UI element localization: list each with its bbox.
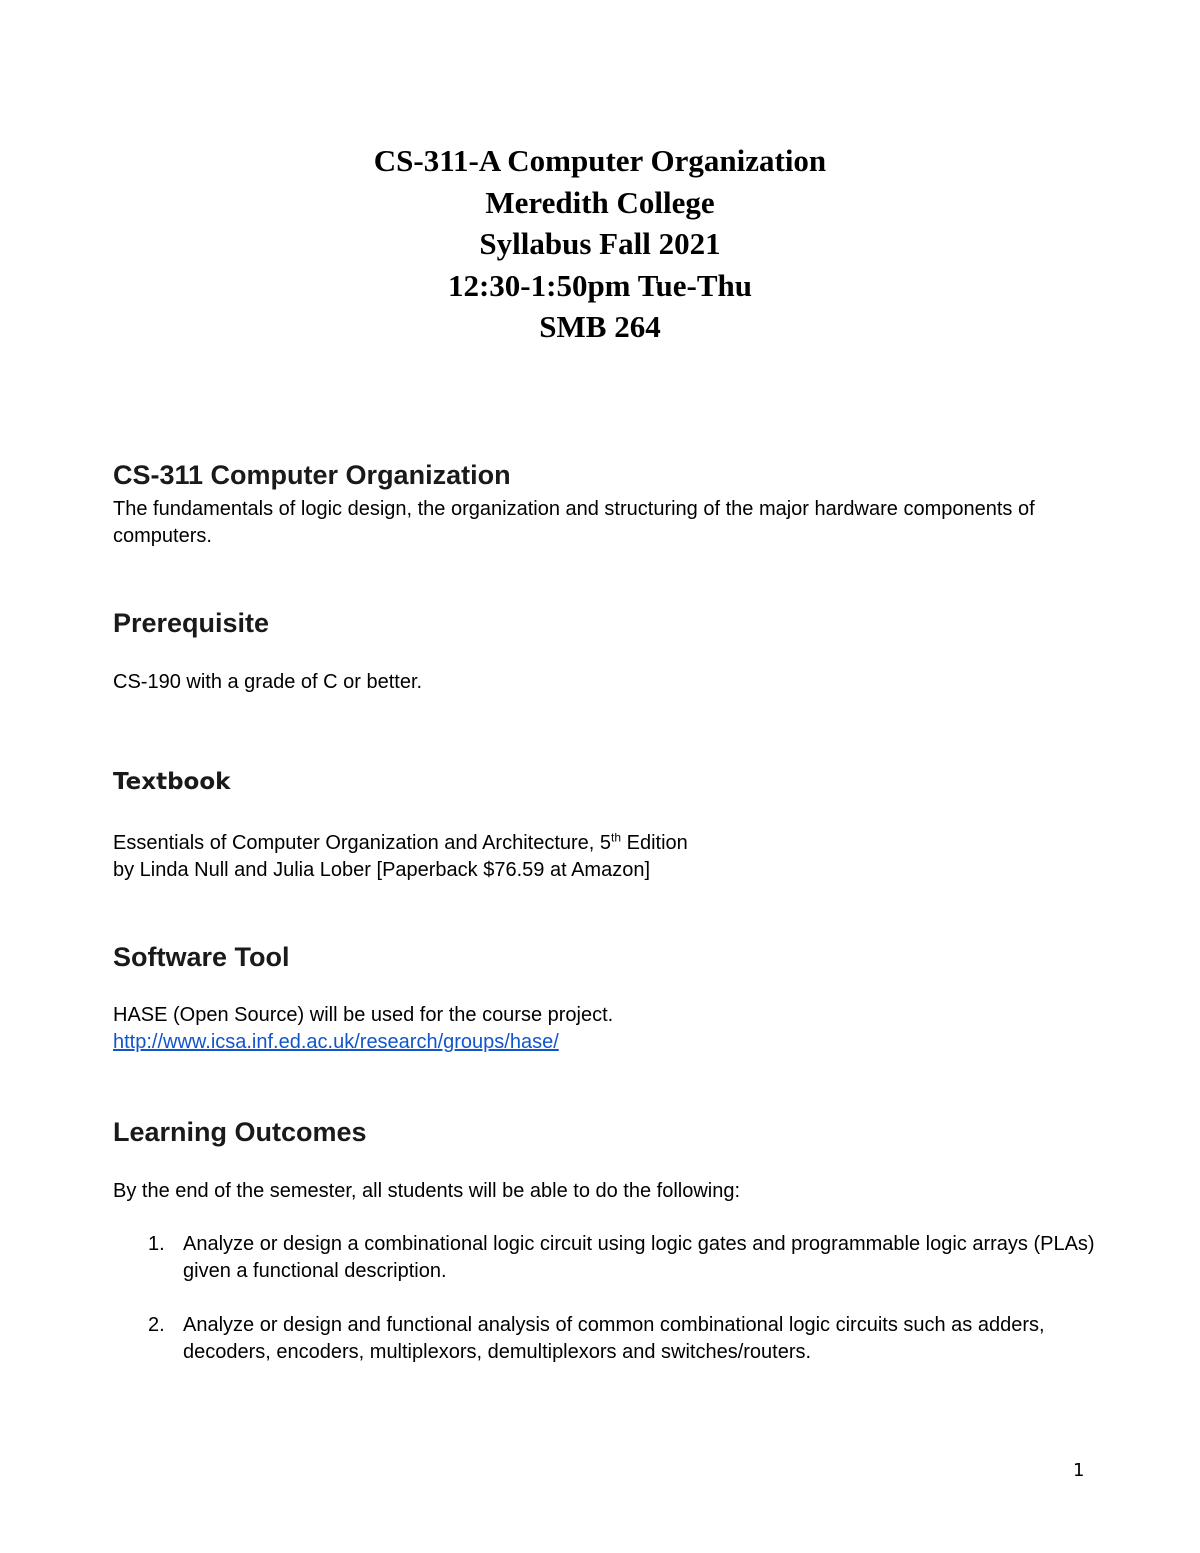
list-item [148, 1231, 1098, 1285]
course-heading: CS-311 Computer Organization [113, 460, 511, 490]
course-code-title: CS-311-A Computer Organization [373, 143, 827, 178]
page-number: 1 [1073, 1460, 1085, 1481]
edition-superscript: th [611, 830, 622, 845]
course-description: The fundamentals of logic design, the organization and structuring of the major hardware components of computers. [113, 498, 1035, 547]
prerequisite-heading: Prerequisite [113, 608, 270, 638]
outcomes-heading: Learning Outcomes [113, 1117, 367, 1147]
textbook-heading: Textbook [113, 769, 231, 795]
outcomes-intro: By the end of the semester, all students will be able to do the following: [113, 1180, 741, 1202]
prerequisite-text: CS-190 with a grade of C or better. [113, 671, 423, 693]
software-heading: Software Tool [113, 942, 290, 972]
syllabus-term: Syllabus Fall 2021 [479, 226, 721, 261]
software-description: HASE (Open Source) will be used for the course project. [113, 1004, 614, 1026]
hase-link-line [113, 1029, 1073, 1056]
edition-suffix: Edition [621, 832, 688, 854]
textbook-title-text: Essentials of Computer Organization and Architecture, 5 [113, 832, 612, 854]
college-name: Meredith College [485, 184, 715, 220]
list-item-text: Analyze or design and functional analysis of common combinational logic circuits such as adders, decoders, encoders, multiplexors, demultiplexors and switches/routers. [183, 1314, 1045, 1363]
class-room: SMB 264 [539, 309, 661, 344]
textbook-title [113, 830, 1073, 857]
hase-link[interactable]: http://www.icsa.inf.ed.ac.uk/research/groups/hase/ [113, 1031, 559, 1053]
syllabus-title-block [0, 140, 1200, 348]
list-item-text: Analyze or design a combinational logic circuit using logic gates and programmable logic arrays (PLAs) given a functional description. [183, 1233, 1095, 1282]
list-item [148, 1312, 1098, 1366]
textbook-author: by Linda Null and Julia Lober [Paperback $76.59 at Amazon] [113, 859, 651, 881]
class-time: 12:30-1:50pm Tue-Thu [447, 267, 753, 303]
list-item-number: 2. [148, 1314, 165, 1336]
list-item-number: 1. [148, 1233, 165, 1255]
